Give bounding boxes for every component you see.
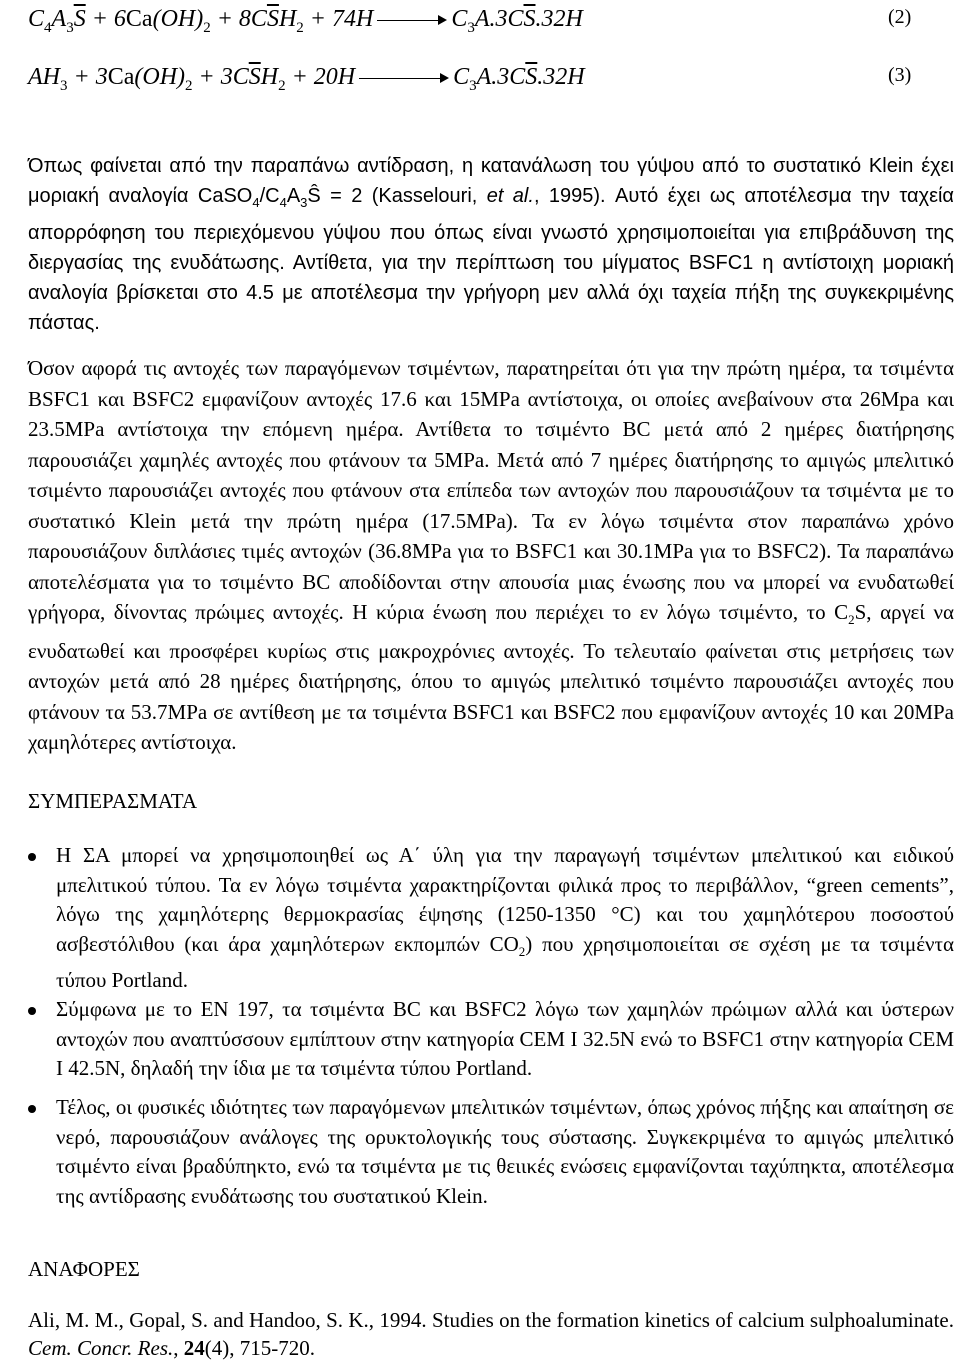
list-item (28, 841, 954, 996)
subscript: 2 (518, 943, 526, 959)
list-item-text (56, 841, 954, 996)
text-run: S, αργεί να ενυδατωθεί και προσφέρει κυρίως στις μακροχρόνιες αντοχές. Το τελευταίο φαίνεται στις μετρήσεις των αντοχών μετά από 28 ημέρες διατήρησης, όπου το αμιγώς μπελιτικό τσιμέντο παρουσιάζει αντοχές που φτάνουν τα 53.7MPa σε αντίθεση με τα τσιμέντα BSFC1 και BSFC2 που εμφανίζουν αντοχές 10 και 20MPa χαμηλότερες αντίστοιχα. (28, 600, 954, 755)
text-run: Όπως φαίνεται από την παραπάνω αντίδραση, η κατανάλωση του γύψου από το συστατικό Klein έχει μοριακή αναλογία CaSO (28, 155, 954, 207)
text-run: /C (259, 185, 280, 207)
subscript: 2 (848, 612, 855, 628)
equation-3: $AH_3 + 3Ca(OH)_2 + 3C\overline{S}H_2 + 20H$ $C_3A.3C\overline{S}.32H$ (3) (28, 64, 912, 94)
text-run: ) που χρησιμοποιείται σε σχέση με τα τσιμέντα τύπου Portland. (56, 931, 954, 993)
reference-entry (28, 1306, 954, 1362)
subscript: 4 (252, 195, 260, 210)
bullet-icon (28, 1007, 36, 1015)
text-run: Όσον αφορά τις αντοχές των παραγόμενων τσιμέντων, παρατηρείται ότι για την πρώτη ημέρα, τα τσιμέντα BSFC1 και BSFC2 εμφανίζουν αντοχές 17.6 και 15MPa αντίστοιχα, οι οποίες ανεβαίνουν στα 26Mpa και 23.5MPa αντίστοιχα την επόμενη ημέρα. Αντίθετα το τσιμέντο BC μετά από 2 ημέρες διατήρησης παρουσιάζει χαμηλές αντοχές που φτάνουν τα 5MPa. Μετά από 7 ημέρες διατήρησης το αμιγώς μπελιτικό τσιμέντο παρουσιάζει αντοχές που φτάνουν στα επίπεδα των αντοχών που παρουσιάζουν τα τσιμέντα με το συστατικό Klein μετά την πρώτη ημέρα (17.5MPa). Τα εν λόγω τσιμέντα στον παραπάνω χρόνο παρουσιάζουν διπλάσιες τιμές αντοχών (36.8MPa για το BSFC1 και 30.1MPa για το BSFC2). Τα παραπάνω αποτελέσματα για το τσιμέντο BC αποδίδονται στην απουσία μιας ένωσης που να μπορεί να ενυδατωθεί γρήγορα, δίνοντας πρώιμες αντοχές. Η κύρια ένωση που περιέχει το εν λόγω τσιμέντο, το C (28, 356, 954, 624)
text-run: (4), 715-720. (204, 1336, 315, 1360)
subscript: 4 (279, 195, 287, 210)
reaction-arrow (377, 20, 447, 21)
text-run: Ŝ = 2 (Kasselouri, (307, 185, 487, 207)
volume-number: 24 (183, 1336, 205, 1360)
bullet-icon (28, 853, 36, 861)
equation-number: (2) (888, 6, 912, 28)
reaction-arrow (359, 78, 449, 79)
text-run: Ali, M. M., Gopal, S. and Handoo, S. K., 1994. Studies on the formation kinetics of calcium sulphoaluminate. (28, 1308, 954, 1332)
citation-italic: et al. (486, 185, 534, 207)
equation-2: $C_4A_3\overline{S} + 6Ca(OH)_2 + 8C\overline{S}H_2 + 74H$ $C_3A.3C\overline{S}.32H$ (2) (28, 6, 912, 36)
text-run: , (173, 1336, 184, 1360)
subscript: 3 (300, 195, 308, 210)
list-item (28, 995, 954, 1084)
equation-number: (3) (888, 64, 912, 86)
list-item (28, 1093, 954, 1211)
bullet-icon (28, 1105, 36, 1113)
text-run: , 1995). Αυτό έχει ως αποτέλεσμα την ταχεία απορρόφηση του περιεχόμενου γύψου που όπως είναι γνωστό χρησιμοποιείται για επιβράδυνση της διεργασίας της ενυδάτωσης. Αντίθετα, για την περίπτωση του μίγματος BSFC1 η αντίστοιχη μοριακή αναλογία βρίσκεται στο 4.5 με αποτέλεσμα την γρήγορη μεν αλλά όχι ταχεία πήξη της συγκεκριμένης πάστας. (28, 185, 954, 334)
journal-name: Cem. Concr. Res. (28, 1336, 174, 1360)
list-item-text: Σύμφωνα με το EN 197, τα τσιμέντα BC και BSFC2 λόγω των χαμηλών πρώιμων αλλά και ύστερων αντοχών που αναπτύσσουν εμπίπτουν στην κατηγορία CEM I 32.5N ενώ το BSFC1 στην κατηγορία CEM I 42.5N, δηλαδή την ίδια με τα τσιμέντα τύπου Portland. (56, 997, 954, 1080)
text-run: A (286, 185, 301, 207)
section-heading-references: ΑΝΑΦΟΡΕΣ (28, 1257, 140, 1281)
paragraph-klein-ratio (28, 151, 954, 338)
paragraph-strength (28, 353, 954, 758)
text-run: Η ΣΑ μπορεί να χρησιμοποιηθεί ως Α΄ ύλη για την παραγωγή τσιμέντων μπελιτικού και ειδικού μπελιτικού τύπου. Τα εν λόγω τσιμέντα χαρακτηρίζονται φιλικά προς το περιβάλλον, “green cements”, λόγω της χαμηλότερης θερμοκρασίας έψησης (1250-1350 °C) και του χαμηλότερου ποσοστού ασβεστόλιθου (και άρα χαμηλότερων εκπομπών CO (56, 843, 954, 956)
section-heading-conclusions: ΣΥΜΠΕΡΑΣΜΑΤΑ (28, 789, 198, 813)
list-item-text: Τέλος, οι φυσικές ιδιότητες των παραγόμενων μπελιτικών τσιμέντων, όπως χρόνος πήξης και απαίτηση σε νερό, παρουσιάζουν ανάλογες της ορυκτολογικής τους σύστασης. Συγκεκριμένα το αμιγώς μπελιτικό τσιμέντο είναι βραδύπηκτο, ενώ τα τσιμέντα με τις θειικές ενώσεις εμφανίζονται ταχύπηκτα, αποτέλεσμα της αντίδρασης ενυδάτωσης του συστατικού Klein. (56, 1095, 954, 1208)
